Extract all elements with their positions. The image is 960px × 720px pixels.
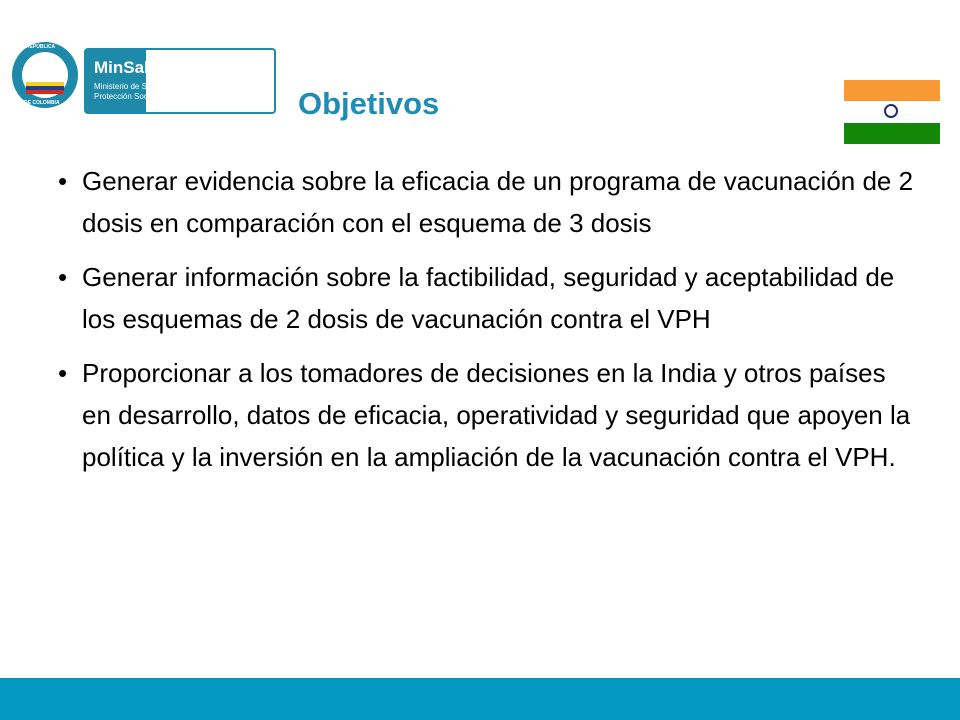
- minsalud-brand-box: [84, 48, 276, 114]
- list-item: • Generar información sobre la factibilidad, seguridad y aceptabilidad de los esquemas de 2 dosis de vacunación contra el VPH: [58, 262, 895, 334]
- minsalud-logo: [8, 40, 274, 116]
- footer-bar: [0, 678, 960, 720]
- list-item: • Generar evidencia sobre la eficacia de un programa de vacunación de 2 dosis en comparación con el esquema de 3 dosis: [58, 166, 914, 238]
- ashoka-chakra-icon: [884, 104, 898, 118]
- objectives-list: [58, 160, 918, 490]
- slide-title: Objetivos: [298, 86, 440, 121]
- colombia-seal-icon: [12, 42, 78, 108]
- brand-subtitle: Ministerio de Salud y Protección Social: [94, 82, 169, 101]
- brand-name: MinSalud: [94, 58, 170, 77]
- list-item: • Proporcionar a los tomadores de decisiones en la India y otros países en desarrollo, datos de eficacia, operatividad y seguridad que apoyen la política y la inversión en la ampliación de la vacunación contra el VPH.: [58, 358, 911, 472]
- seal-bottom-text: DE COLOMBIA: [24, 100, 60, 106]
- india-flag-icon: [844, 80, 940, 144]
- seal-top-text: REPÚBLICA: [26, 44, 56, 50]
